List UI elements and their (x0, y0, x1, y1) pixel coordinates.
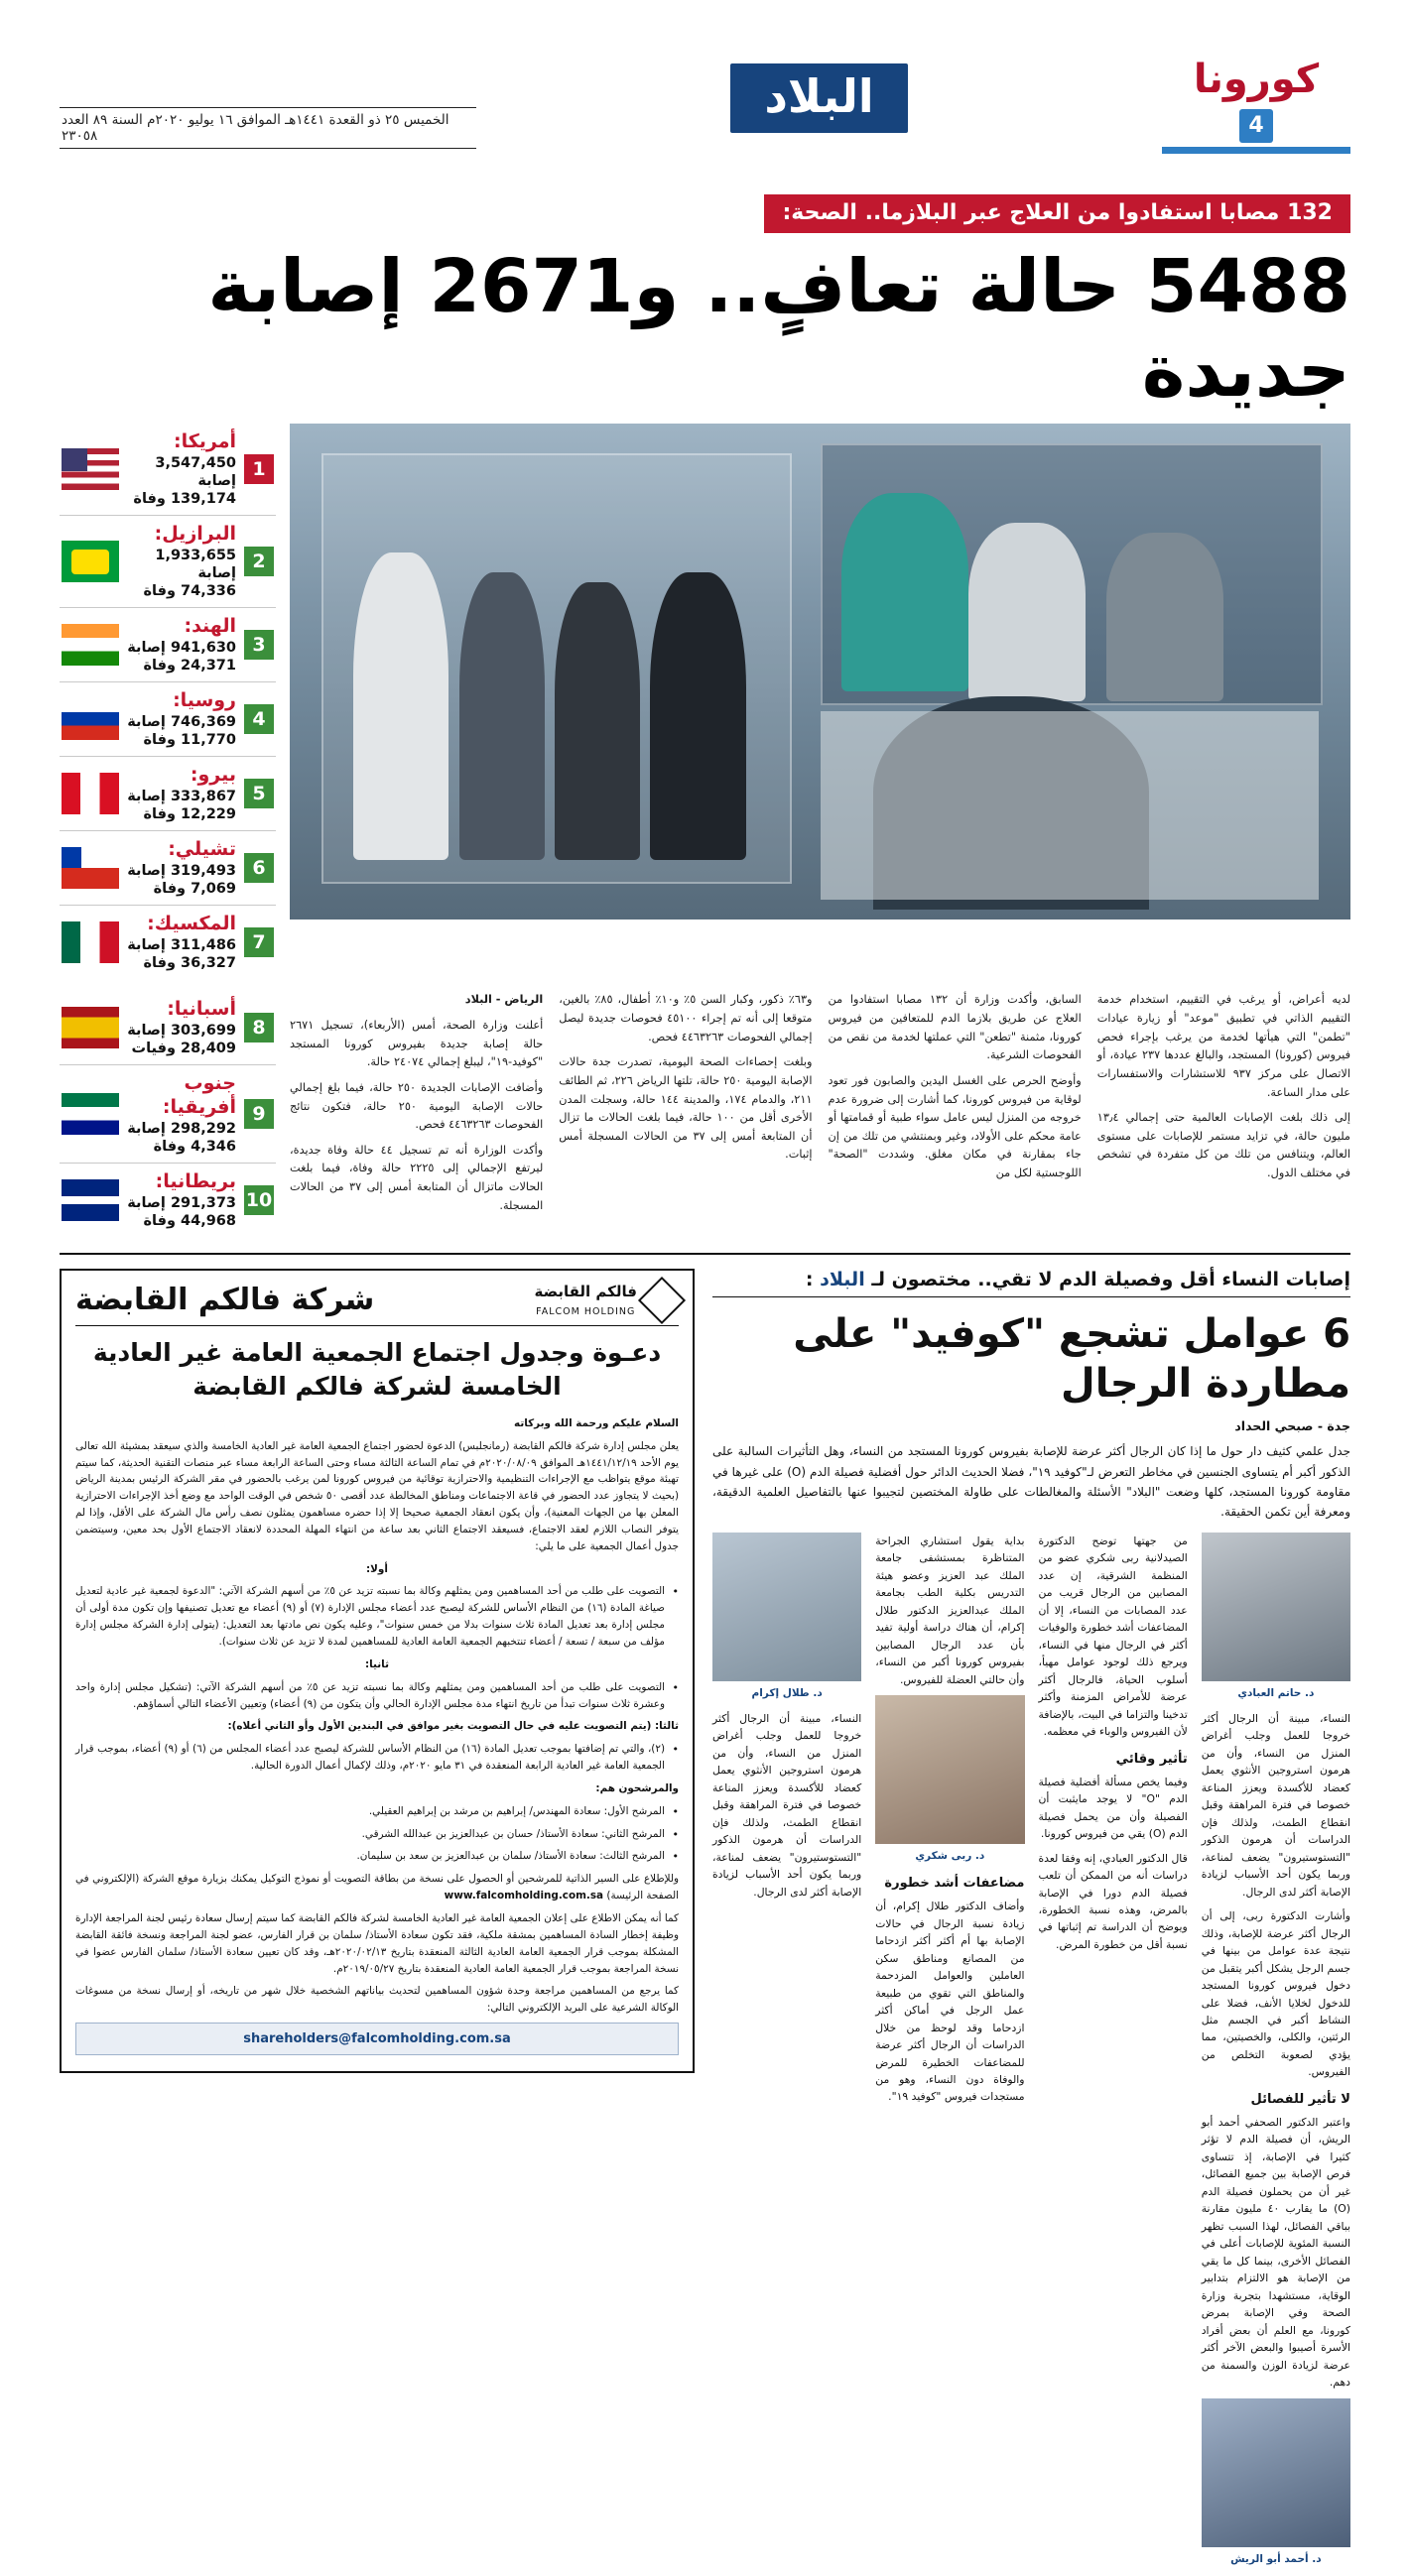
country-text (127, 764, 236, 823)
country-text (127, 913, 236, 972)
ad-candidate: • المرشح الأول: سعادة المهندس/ إبراهيم بن مرشد بن إبراهيم العقيلي. (75, 1803, 679, 1820)
kicker-brand: البلاد (820, 1269, 865, 1291)
section-label: كورونا (1193, 57, 1320, 102)
country-name: جنوب أفريقيا: (162, 1072, 236, 1119)
country-row (60, 830, 276, 905)
ad-section-title: ثالثا: (يتم التصويت عليه في حال التصويت بغير موافق في البندين الأول وأو الثاني أعلاه): (227, 1720, 679, 1733)
country-text (127, 998, 236, 1057)
lead-photo-column (290, 424, 1350, 920)
portrait-caption: د. طلال إكرام (751, 1686, 823, 1699)
logo-arabic: فالكم القابضة (534, 1283, 637, 1301)
country-rank: 2 (244, 547, 274, 576)
second-col-2 (875, 1533, 1024, 2576)
diamond-logo-icon (638, 1277, 686, 1324)
lead-kicker: 132 مصابا استفادوا من العلاج عبر البلازما.. الصحة: (764, 194, 1350, 233)
ad-closing-paragraph: كما يرجع من المساهمين مراجعة وحدة شؤون المساهمين لتحديث بياناتهم الشخصية خلال شهر من تاريخه، أو إرسال نسخة من مسوغات الوكالة الشرعية على البريد الإلكتروني التالي: (75, 1985, 679, 2015)
masthead-center (476, 60, 1162, 133)
country-deaths: 36,327 وفاة (143, 955, 236, 972)
portrait-photo (1202, 1533, 1350, 1681)
lead-headline: 5488 حالة تعافٍ.. و2671 إصابة جديدة (207, 244, 1350, 415)
ad-website-link[interactable]: www.falcomholding.com.sa (444, 1890, 604, 1902)
paragraph: وأضافت الإصابات الجديدة ٢٥٠ حالة، فيما بلغ إجمالي حالات الإصابة اليومية ٢٥٠ حالة، فتكون نتائج الفحوصات ٤٤٦٣٢٦٣ فحص. (290, 1080, 544, 1132)
country-deaths: 11,770 وفاة (143, 732, 236, 749)
country-deaths: 4,346 وفاة (153, 1139, 236, 1156)
country-row (60, 607, 276, 681)
country-cases: 303,699 إصابة (127, 1023, 236, 1040)
masthead (60, 0, 1350, 169)
kicker-text: إصابات النساء أقل وفصيلة الدم لا تقي.. مختصون لـ (871, 1269, 1350, 1291)
country-row (60, 756, 276, 830)
country-text (127, 1072, 236, 1156)
subheading: تأثير وقائي (1115, 1751, 1188, 1767)
ad-headline (75, 1336, 679, 1404)
lead-column-4 (1097, 991, 1350, 1237)
country-cases: 746,369 إصابة (127, 714, 236, 731)
country-cases: 291,373 إصابة (127, 1194, 236, 1211)
logo-english: FALCOM HOLDING (536, 1305, 636, 1317)
country-cases: 941,630 إصابة (127, 640, 236, 657)
section-divider (60, 1253, 1350, 1255)
paragraph: بداية يقول استشاري الجراحة المتناظرة بمستشفى جامعة الملك عبد العزيز وعضو هيئة التدريس بكلية الطب بجامعة الملك عبدالعزيز الدكتور طلال إكرام، أن هناك دراسة أولية تفيد بأن عدد الرجال المصابين بفيروس كورونا أكبر من النساء، وأن حالتي العضلة للفيروس. (875, 1533, 1025, 1686)
logo-text (534, 1283, 637, 1317)
country-name: أمريكا: (173, 430, 236, 453)
lower-section (60, 1269, 1350, 2576)
country-cases: 319,493 إصابة (127, 863, 236, 880)
country-cases: 333,867 إصابة (127, 789, 236, 805)
country-text (127, 838, 236, 898)
ad-paragraph: يعلن مجلس إدارة شركة فالكم القابضة (رمانجلبس) الدعوة لحضور اجتماع الجمعية العامة غير العادية الخامسة والذي سيعقد بمشيئة الله تعالى يوم الأحد ١٤٤١/١٢/١٩هـ الموافق ٢٠٢٠/٠٨/٠٩م في تمام الساعة الثالثة مساء وحتى الساعة الرابعة مساء عبر منصات التقنية الحديثة، كما سيتم تهيئة موقع يتواظب مع الإجراءات التنظيمية والاحترازية توقائية من فيروس كورونا لمن يرغب بالحضور في مقر الشركة الرئيس بمدينة الرياض (بحيث لا يتجاوز عدد الحضور في قاعة الاجتماعات ومناطق المخالطة عدد أقصى ٥٠ شخص في الوقت الواحد مع وضع أخذ الإجراءات الاحترازية المعلن بها من الجهات المعنية)، وأن يكون انعقاد الجمعية صحيحا إلا إذا حضره مساهمون يمثلون نصف رأس مال الشركة على الأقل، وإذا لم يتوفر النصاب اللازم لعقد الاجتماع، فسيعقد الاجتماع الثاني بعد ساعة من انتهاء المهلة المحددة لانعقاد الاجتماع الأول بحد معين، وسيتضمن جدول أعمال الجمعية على ما يلي: (75, 1439, 680, 1552)
ad-headline-line1: دعـوة وجدول اجتماع الجمعية العامة غير العادية (92, 1338, 662, 1368)
ad-body (75, 1415, 679, 2055)
portrait-photo (712, 1533, 861, 1681)
subheading: مضاعفات أشد خطورة (884, 1876, 1025, 1892)
ad-section-title: أولا: (366, 1562, 388, 1575)
second-col-3 (1039, 1533, 1188, 2576)
country-row (60, 424, 276, 515)
kicker-suffix: : (805, 1269, 814, 1291)
ad-section-item: • (٢)، والتي تم إضافتها بموجب تعديل المادة (١٦) من النظام الأساس للشركة ليصبح عدد أعضاء المجلس من (٦) أو (٩) أعضاء، بموجب قرار الجمعية العامة غير العادية الرابعة المنعقدة في ٣١ مايو ٢٠٢٠م، وذلك لإكمال أعمال الدورة الحالية. (75, 1741, 679, 1775)
flag-icon-peru (62, 773, 119, 814)
portrait-photo (875, 1695, 1024, 1844)
falcom-advertisement (60, 1269, 695, 2073)
country-text (127, 1170, 236, 1230)
paragraph: وأوضح الحرص على الغسل اليدين والصابون فور تعود لوقاية من فيروس كورونا، كما أشارت إلى ضرورة عدم خروجه من المنزل ليس عامل سواء طبية أو قمامتها أو عامة محكم على الأولاد، وغير وبمنتشي من تلك من إن جاء بمقارنة في مكان مغلق. وشددت "الصحة" اللوجستية لكل من (828, 1073, 1082, 1180)
country-deaths: 12,229 وفاة (143, 806, 236, 823)
paragraph: من جهتها توضح الدكتورة الصيدلانية ربى شكري عضو من المنظمة الشرقية، إن عدد المصابين من الرجال قريب من عدد المصابات من النساء، إلا أن المضاعفات أشد خطورة والوفيات أكثر في الرجال منها في النساء، ويرجع ذلك لوجود عوامل مهيأ، أسلوب الحياة، فالرجال أكثر عرضة للأمراض المزمنة وأكثر تدخينا والتزاما في البيت، بالإضافة لأن الفيروس والوباء في معظمه. (1038, 1533, 1188, 1739)
country-rank: 5 (244, 779, 274, 808)
country-rank: 10 (244, 1185, 274, 1215)
second-story-kicker (712, 1269, 1350, 1297)
dateline-city: الرياض - البلاد (464, 993, 544, 1007)
country-row (60, 991, 276, 1064)
country-rank: 1 (244, 454, 274, 484)
flag-icon-chile (62, 847, 119, 889)
paragraph: و٦٣٪ ذكور، وكبار السن ٥٪ و١٠٪ أطفال، ٨٥٪ بالغين، متوقعا إلى أنه تم إجراء ٤٥١٠٠ فحوصات جديدة ليصل إجمالي الفحوصات ٤٤٦٣٢٦٣ فحص. (559, 993, 813, 1043)
paragraph: إلى ذلك بلغت الإصابات العالمية حتى إجمالي ١٣٫٤ مليون حالة، في تزايد مستمر للإصابات على مستوى العالم، ويتنافس من تلك من كل متفردة في تشخص في مختلف الدول. (1096, 1111, 1350, 1180)
ad-website-line (75, 1871, 679, 1904)
flag-icon-south-africa (62, 1093, 119, 1135)
second-story-lead: جدل علمي كثيف دار حول ما إذا كان الرجال أكثر عرضة للإصابة بفيروس كورونا المستجد من النساء، وهل التأثيرات السالبة على الذكور أكبر أم يتساوى الجنسين في مخاطر التعرض لـ"كوفيد ١٩"، فضلا الحديث الدائر حول أفضلية فصيلة الدم (O) على غيرها في مقاومة كورونا المستجد، كلها وضعت "البلاد" الأسئلة والمغالطات على طاولة المختصين لتجيبوا عنها بالتفاصيل العلمية الدقيقة، ومعرفة أين تكمن الحقيقة. (712, 1444, 1351, 1520)
country-row (60, 1064, 276, 1163)
top-area (60, 424, 1350, 979)
flag-icon-brazil (62, 541, 119, 582)
paragraph: أعلنت وزارة الصحة، أمس (الأربعاء)، تسجيل ٢٦٧١ حالة إصابة جديدة بفيروس كورونا المستجد "كوفيد-١٩"، ليبلغ إجمالي ٢٤٠٧٤ حالة. (290, 1019, 544, 1069)
country-rank: 3 (244, 630, 274, 660)
below-photo (60, 991, 1350, 1237)
ad-header (75, 1283, 679, 1326)
section-rule (1162, 147, 1350, 154)
flag-icon-usa (62, 448, 119, 490)
ad-company-title: شركة فالكم القابضة (75, 1283, 375, 1318)
second-story-headline: 6 عوامل تشجع "كوفيد" على مطاردة الرجال (793, 1311, 1350, 1408)
country-stats-left (60, 991, 276, 1237)
country-text (127, 689, 236, 749)
dateline: الخميس ٢٥ ذو القعدة ١٤٤١هـ الموافق ١٦ يوليو ٢٠٢٠م السنة ٨٩ العدد ٢٣٠٥٨ (60, 107, 476, 149)
paragraph: واعتبر الدكتور الصحفي أحمد أبو الريش، أن فصيلة الدم لا تؤثر كثيرا في الإصابة، إذ تتساوى فرص الإصابة بين جميع الفصائل، غير أن من يحملون فصيلة الدم (O) ما يقارب ٤٠ مليون مقارنة بباقي الفصائل، لهذا السبب تظهر النسبة المئوية للإصابات أعلى في الفصائل الأخرى، بينما كل ما يقي من الإصابة هو الالتزام بتدابير الوقاية، مستشهدا بتجربة وزارة الصحة وفي الإصابة بمرض كورونا، مع العلم أن بعض أفراد الأسرة أصيبوا والبعض الآخر أكثر عرضة لزيادة الوزن والسمنة من دهم. (1201, 2115, 1350, 2390)
country-rank: 8 (244, 1013, 274, 1043)
second-story-byline: جدة - صبحي الحداد (1234, 1418, 1350, 1434)
country-cases: 311,486 إصابة (127, 937, 236, 954)
country-rank: 6 (244, 853, 274, 883)
ad-section-item: • التصويت على طلب من أحد المساهمين ومن يمثلهم وكالة بما نسبته تزيد عن ٥٪ من أسهم الشركة الآتي: (تشكيل مجلس إدارة واحد وعشرة ثلاث سنوات تبدأ من تاريخ انتهاء مدة مجلس الإدارة الحالي وأن يتكون من (٩) أعضاء) وتعيين الأعضاء التالي أسماؤهم. (75, 1679, 679, 1713)
lead-story-columns (290, 991, 1350, 1237)
country-name: البرازيل: (154, 523, 236, 546)
country-deaths: 24,371 وفاة (143, 658, 236, 675)
country-text (127, 523, 236, 600)
flag-icon-mexico (62, 921, 119, 963)
ad-greeting: السلام عليكم ورحمة الله وبركاته (514, 1416, 679, 1429)
country-deaths: 139,174 وفاة (133, 491, 236, 508)
country-name: بيرو: (190, 764, 236, 787)
country-text (127, 615, 236, 675)
second-story-columns (712, 1533, 1350, 2576)
flag-icon-india (62, 624, 119, 666)
paragraph: لديه أعراض، أو يرغب في التقييم، استخدام خدمة التقييم الذاتي في تطبيق "موعد" أو زيارة عيادات "تطمن" التي هيأتها لخدمة من يرغب بإجراء فحص فيروس (كورونا) المستجد، والبالغ عددها ٢٣٧ عيادة، أو الاتصال على مركز ٩٣٧ للاستشارات والاستفسارات على مدار الساعة. (1096, 993, 1350, 1099)
country-deaths: 7,069 وفاة (153, 881, 236, 898)
ad-candidate: • المرشح الثاني: سعادة الأستاذ/ حسان بن عبدالعزيز بن عبدالله الشرقي. (75, 1826, 679, 1843)
country-text (127, 430, 236, 508)
paragraph: وأكدت الوزارة أنه تم تسجيل ٤٤ حالة وفاة جديدة، ليرتفع الإجمالي إلى ٢٢٢٥ حالة وفاة، فيما بلغت الحالات ماتزال أن المتابعة أمس إلى ٣٧ من الحالات المسجلة. (290, 1143, 544, 1212)
lead-column-1 (290, 991, 543, 1237)
country-name: بريطانيا: (155, 1170, 236, 1193)
country-name: أسبانيا: (167, 998, 236, 1021)
kicker-row (60, 194, 1350, 233)
flag-icon-russia (62, 698, 119, 740)
country-deaths: 44,968 وفاة (143, 1213, 236, 1230)
portrait-caption: د. ربى شكري (915, 1850, 985, 1863)
country-row (60, 1163, 276, 1237)
country-cases: 298,292 إصابة (127, 1120, 236, 1137)
portrait-caption: د. أحمد أبو الريش (1230, 2552, 1322, 2565)
paragraph: السابق، وأكدت وزارة أن ١٣٢ مصابا استفادوا من العلاج عن طريق بلازما الدم للمتعافين من فيروس كورونا، مثمنة "تطعن" التي عملتها لخدمة من نقص من الفحوصات الشرعية. (828, 993, 1082, 1062)
page-number: 4 (1239, 109, 1273, 143)
country-cases: 1,933,655 إصابة (155, 548, 236, 582)
paragraph: النساء، مبينة أن الرجال أكثر خروجا للعمل وجلب أغراض المنزل من النساء، وأن من هرمون استروجين الأنثوي يعمل كعضاد للأكسدة ويعزز المناعة خصوصا في فترة المراهقة وقبل انقطاع الطمث، ولذلك فإن الدراسات أن هرمون الذكور "التستوستيرون" يضعف لمناعة، وربما يكون أحد الأسباب لزيادة الإصابة أكثر لدى الرجال. (712, 1711, 862, 1899)
ad-section-item: • التصويت على طلب من أحد المساهمين ومن يمثلهم وكالة بما نسبته تزيد عن ٥٪ من أسهم الشركة الآتي: "الدعوة لجمعية غير عادية لتعديل صياغة المادة (١٦) من النظام الأساس للشركة ليصبح عدد أعضاء مجلس الإدارة (٧) أو (٩) أعضاء مع تعديل تصنيفها وإن تكون مدة أولى أن مجلس إدارة بعد تعديل المادة ثلاث سنوات بدلا من خمس سنوات"، وعليه يكون نص مادتها بعد التعديل: (يتولى إدارة الشركة مجلس إدارة مؤلف من سبعة / تسعة / أعضاء تنتخبهم الجمعية العامة العادية للمساهمين لمدة لا تزيد عن ثلاث سنوات). (75, 1583, 679, 1650)
paragraph: قال الدكتور العبادي، إنه وفقا لعدة دراسات أنه من الممكن أن تلعب فصيلة الدم دورا في الإصابة بالمرض، وهذه نسبة الخطورة، ويوضح أن الدراسة تم إثباتها في نسبة أقل من خطورة المرض. (1038, 1851, 1188, 1951)
lead-photo (290, 424, 1350, 920)
second-story (712, 1269, 1350, 2576)
lead-column-2 (559, 991, 812, 1237)
country-name: الهند: (184, 615, 236, 638)
paragraph: وفيما يخص مسألة أفضلية فصيلة الدم "O" لا يوجد مايثبت أن الفصيلة وأن من يحمل فصيلة الدم (O) يقي من فيروس كورونا. (1038, 1775, 1188, 1841)
country-rank: 7 (244, 927, 274, 957)
portrait-photo (1202, 2398, 1350, 2547)
country-row (60, 515, 276, 607)
flag-icon-uk (62, 1179, 119, 1221)
country-rank: 4 (244, 704, 274, 734)
country-rank: 9 (244, 1099, 274, 1129)
ad-candidates-heading: والمرشحون هم: (595, 1781, 679, 1794)
portrait-caption: د. حاتم العبادي (1237, 1686, 1315, 1699)
second-col-4 (1202, 1533, 1350, 2576)
country-name: تشيلي: (168, 838, 236, 861)
flag-icon-spain (62, 1007, 119, 1048)
falcom-logo (534, 1283, 679, 1317)
ad-candidate: • المرشح الثالث: سعادة الأستاذ/ سلمان بن عبدالعزيز بن سعد بن سليمان. (75, 1848, 679, 1865)
country-deaths: 74,336 وفاة (143, 583, 236, 600)
country-cases: 3,547,450 إصابة (155, 454, 236, 490)
country-name: المكسيك: (147, 913, 236, 935)
country-row (60, 905, 276, 979)
paragraph: وبلغت إحصاءات الصحة اليومية، تصدرت جدة حالات الإصابة اليومية ٢٥٠ حالة، تلتها الرياض ٢٢٦، ثم الطائف ٢١١، والدمام ١٧٤، والمدينة ١٤٤ حالة، وسجلت المدن الأخرى أقل من ١٠٠ حالة، فيما بلغت الحالات ما تزال أن المتابعة أمس إلى ٣٧ من الحالات المسجلة أمس إثبات. (559, 1055, 813, 1162)
ad-headline-line2: الخامسة لشركة فالكم القابضة (192, 1372, 562, 1402)
second-col-1 (712, 1533, 861, 2576)
paragraph: وأشارت الدكتورة ربى، إلى أن الرجال أكثر عرضة للإصابة، وذلك نتيجة عدة عوامل من بينها في جسم الرجل يشكل أكبر يتقبل من دخول فيروس كورونا المستجد للدخول لخلايا الأنف، فضلا على النشاط أكبر في الجسم مثل الرئتين، والكلى، والخصيتين، مما يؤدي لصعوبة التخلص من الفيروس. (1201, 1909, 1350, 2079)
newspaper-logo: البلاد (730, 63, 907, 133)
ad-closing-paragraph: كما أنه يمكن الاطلاع على إعلان الجمعية العامة غير العادية الخامسة لشركة فالكم القابضة كما سيتم إرسال سعادة رئيس لجنة المراجعة الإدارة وظيفة إخطار السادة المساهمين بمشقة ملكية، فقد تكون سعادة الأستاذ/ سلمان بن قرار الفارس، عضو لجنة المراجعة ونسخة فائقة القابضة المشكلة بموجب قرار الجمعية العامة العادية الثالثة المنعقدة بتاريخ ٢٠٢٠/٠٢/١٣هـ، وقد كان تعيين سعادة الأستاذ/ سلمان الفارس عضوا في نسخة المراجعة بموجب قرار الجمعية العامة العادية المنعقدة بتاريخ ٢٠١٩/٠٥/٢٧م. (75, 1911, 679, 1975)
paragraph: النساء، مبينة أن الرجال أكثر خروجا للعمل وجلب أغراض المنزل من النساء، وأن من هرمون استروجين الأنثوي يعمل كعضاد للأكسدة ويعزز المناعة خصوصا في فترة المراهقة وقبل انقطاع الطمث، ولذلك فإن الدراسات أن هرمون الذكور "التستوستيرون" يضعف لمناعة، وربما يكون أحد الأسباب لزيادة الإصابة أكثر لدى الرجال. (1201, 1711, 1350, 1899)
country-name: روسيا: (173, 689, 236, 712)
ad-section-title: ثانيا: (364, 1657, 389, 1670)
masthead-left (60, 60, 476, 149)
section-header (1162, 57, 1350, 154)
country-stats-right (60, 424, 276, 979)
lead-column-3 (829, 991, 1082, 1237)
country-row (60, 681, 276, 756)
subheading: لا تأثير للفصائل (1250, 2091, 1350, 2107)
country-deaths: 28,409 وفيات (131, 1041, 236, 1057)
ad-closing-text: وللإطلاع على السير الذاتية للمرشحين أو الحصول على نسخة من بطاقة التصويت أو نموذج التوكيل يمكنك بزيارة موقع الشركة (الإلكتروني في الصفحة الرئيسة) (75, 1873, 679, 1902)
shareholders-email[interactable]: shareholders@falcomholding.com.sa (75, 2023, 679, 2055)
paragraph: وأضاف الدكتور طلال إكرام، أن زيادة نسبة الرجال في حالات الإصابة بها أم أكثر أكثر ازدحاما من المصانع ومناطق سكن العاملين والعوامل المزدحمة والمناطق التي تقوي من طبيعة عمل الرجل في أماكن أكثر ازدحاما وقد لوحظ من خلال الدراسات أن الرجال أكثر عرضة للمضاعفات الخطيرة للمرض والوفاة دون النساء، وهو من مستجدات فيروس "كوفيد ١٩". (875, 1900, 1025, 2104)
